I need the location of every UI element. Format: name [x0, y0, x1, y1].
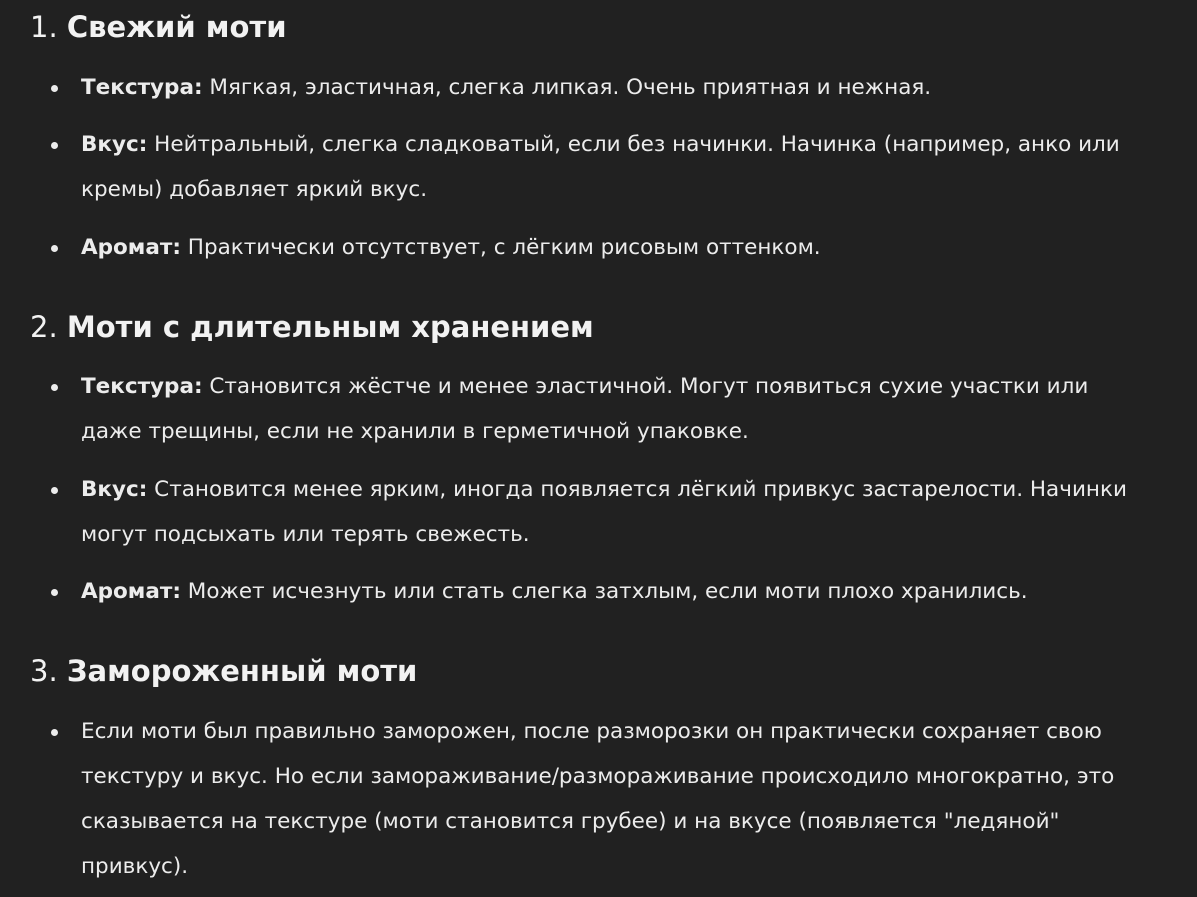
section-number: 3.	[30, 654, 58, 688]
item-label: Вкус:	[81, 132, 148, 157]
section-heading-1	[30, 7, 287, 47]
bullet-dot	[51, 245, 58, 252]
bullet-dot	[51, 85, 58, 92]
list-item-text	[81, 467, 1151, 557]
bullet-dot	[51, 487, 58, 494]
section-title: Моти с длительным хранением	[66, 310, 594, 344]
item-body: Становится жёстче и менее эластичной. Могут появиться сухие участки или даже трещины, если не хранили в герметичной упаковке.	[81, 374, 1089, 444]
section-heading-3	[30, 651, 417, 691]
item-body: Если моти был правильно заморожен, после разморозки он практически сохраняет свою текстуру и вкус. Но если замораживание/размораживание происходило многократно, это сказывается на текстуре (моти становится грубее) и на вкусе (появляется "ледяной" привкус).	[81, 719, 1115, 879]
item-body: Практически отсутствует, с лёгким рисовым оттенком.	[180, 235, 821, 260]
section-number: 1.	[30, 10, 58, 44]
item-label: Текстура:	[81, 374, 203, 399]
bullet-dot	[51, 729, 58, 736]
bullet-dot	[51, 142, 58, 149]
section-number: 2.	[30, 310, 58, 344]
item-body: Нейтральный, слегка сладковатый, если без начинки. Начинка (например, анко или кремы) добавляет яркий вкус.	[81, 132, 1120, 202]
list-item-text	[81, 569, 1151, 614]
item-body: Мягкая, эластичная, слегка липкая. Очень приятная и нежная.	[202, 75, 932, 100]
item-label: Аромат:	[81, 235, 181, 260]
list-item-text	[81, 709, 1151, 889]
list-item-text	[81, 225, 1151, 270]
item-label: Текстура:	[81, 75, 203, 100]
bullet-dot	[51, 384, 58, 391]
list-item-text	[81, 122, 1151, 212]
section-title: Замороженный моти	[66, 654, 418, 688]
section-title: Свежий моти	[66, 10, 287, 44]
list-item-text	[81, 364, 1151, 454]
item-body: Становится менее ярким, иногда появляется лёгкий привкус застарелости. Начинки могут подсыхать или терять свежесть.	[81, 477, 1127, 547]
item-body: Может исчезнуть или стать слегка затхлым, если моти плохо хранились.	[180, 579, 1028, 604]
section-heading-2	[30, 307, 594, 347]
list-item-text	[81, 65, 1151, 110]
bullet-dot	[51, 589, 58, 596]
item-label: Вкус:	[81, 477, 148, 502]
item-label: Аромат:	[81, 579, 181, 604]
